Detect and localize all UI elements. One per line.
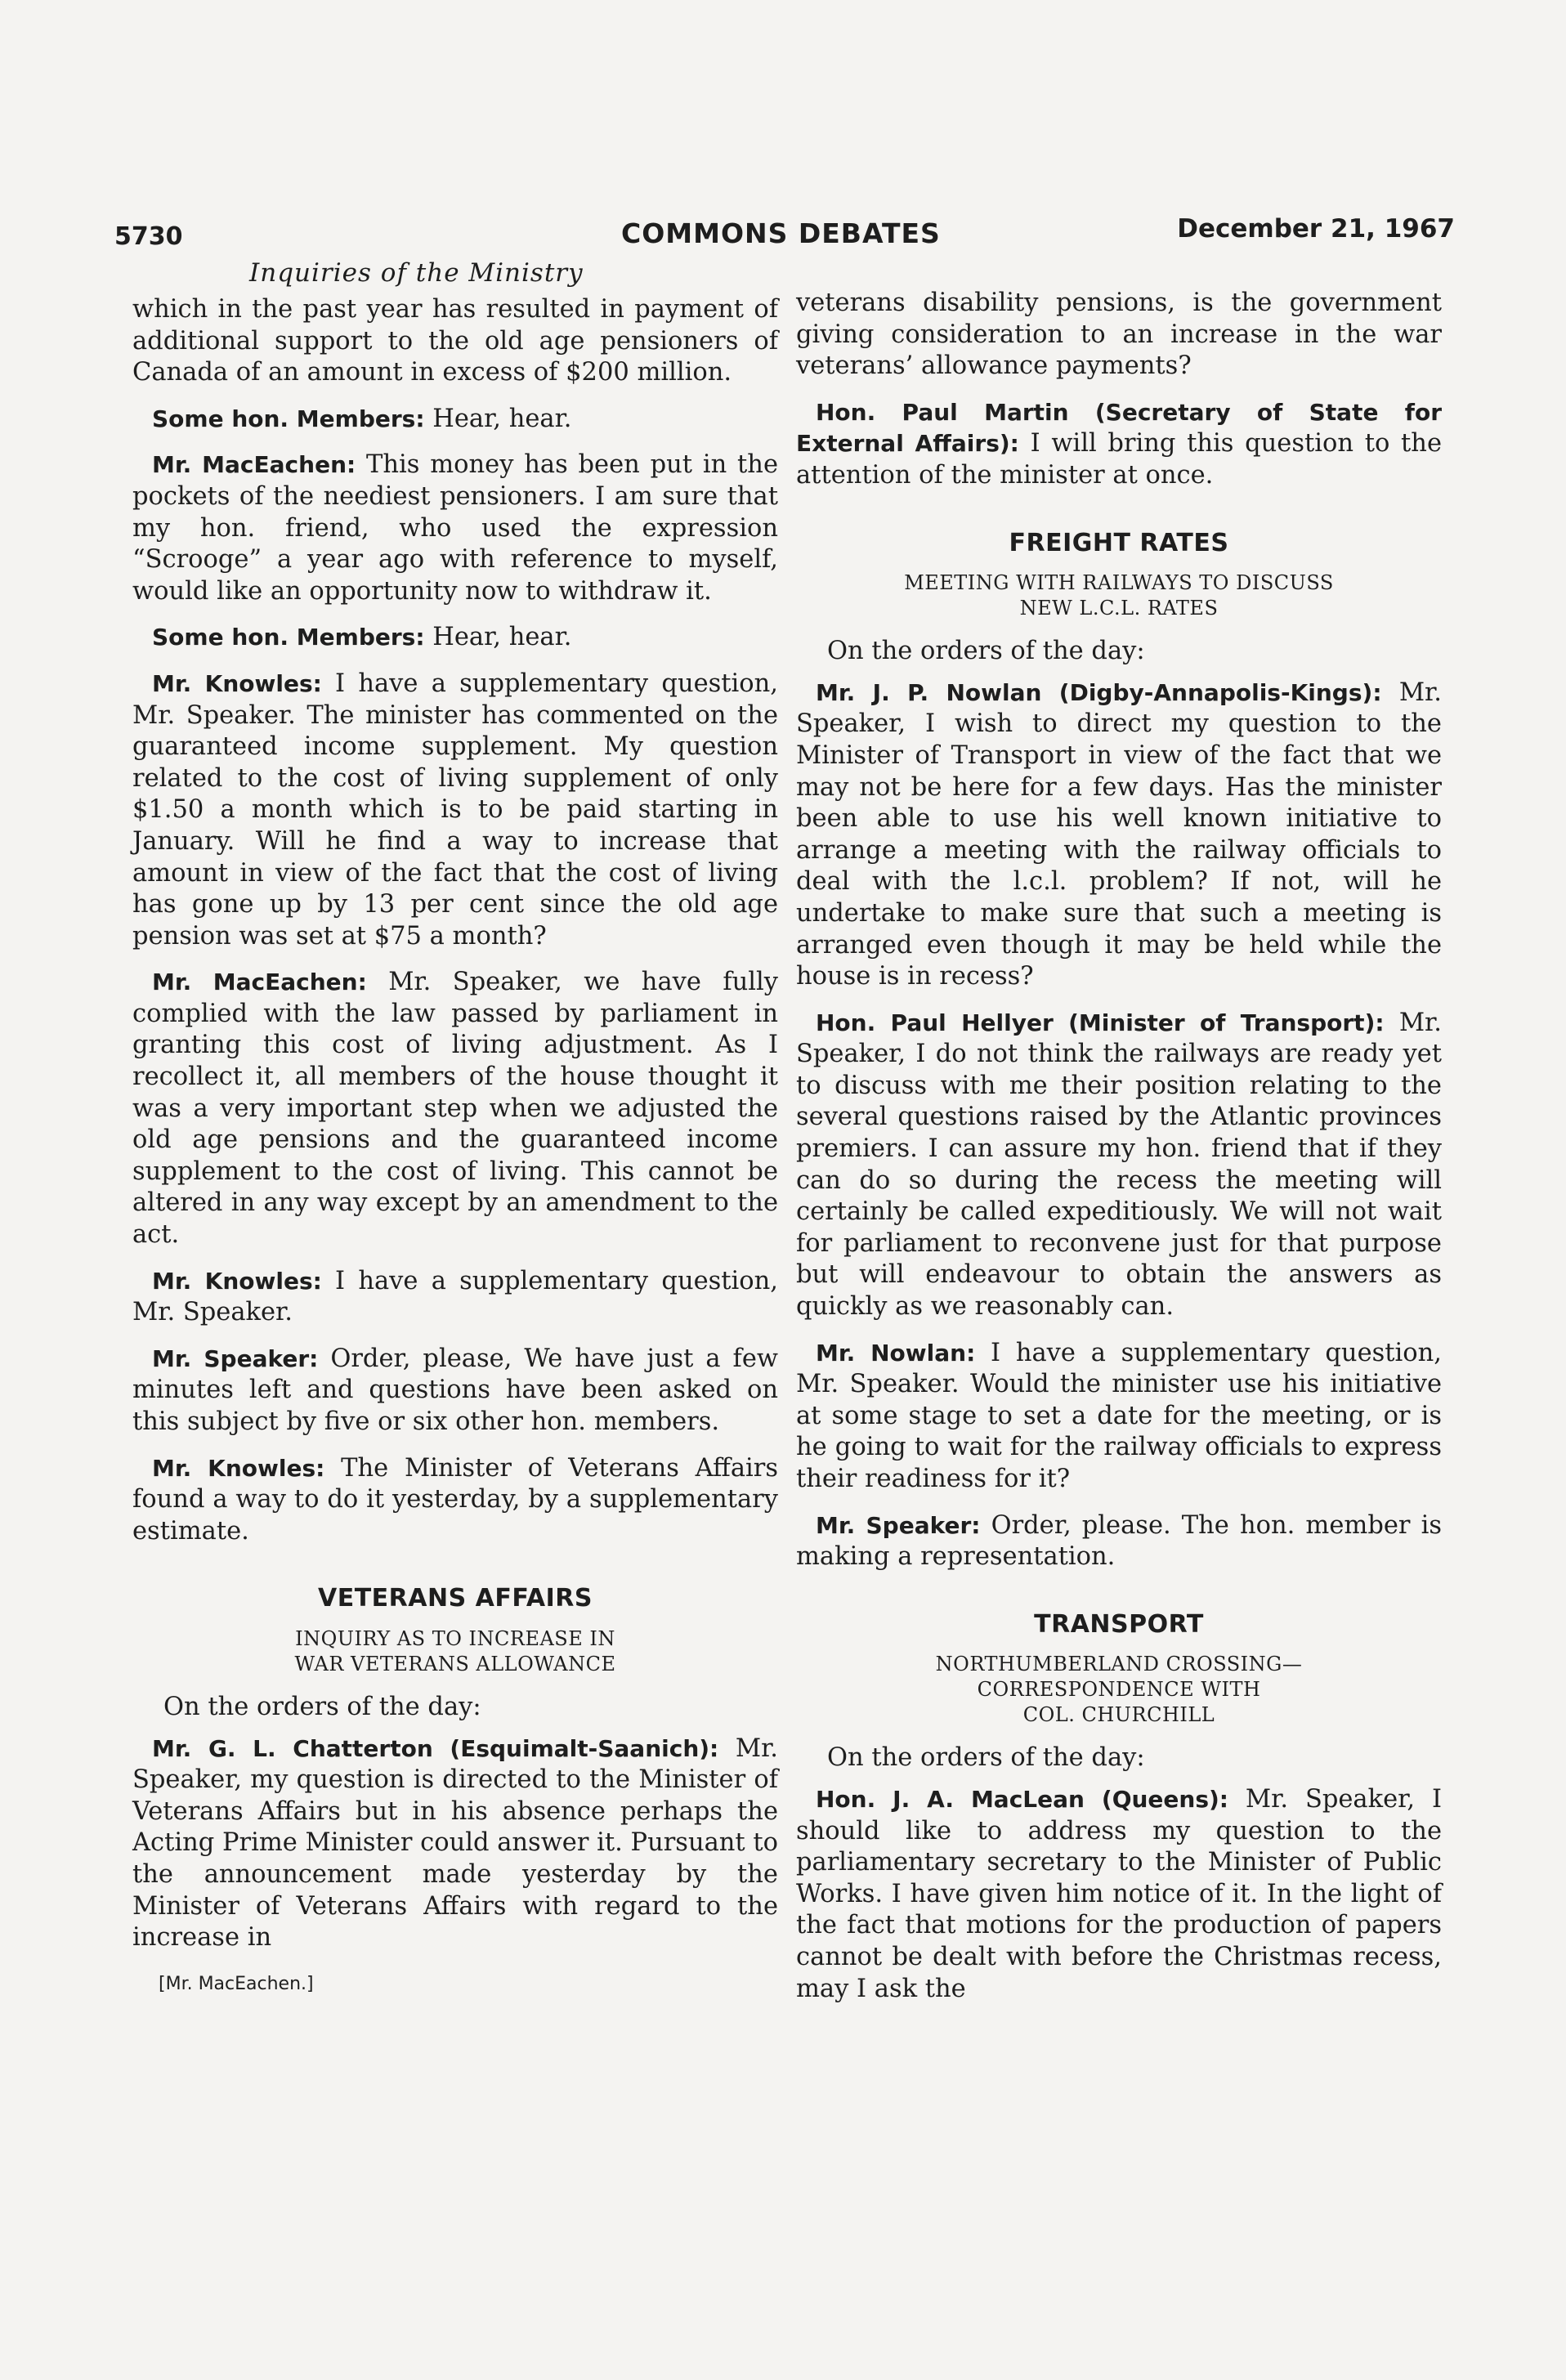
subheading-line: NORTHUMBERLAND CROSSING—	[935, 1653, 1303, 1676]
paragraph	[132, 450, 778, 607]
subheading-line: MEETING WITH RAILWAYS TO DISCUSS	[904, 571, 1334, 595]
speech-text: Order, please, We have just a few minutes left and questions have been asked on this subject by five or six other hon. members.	[132, 1344, 779, 1436]
speaker-name: Some hon. Members:	[152, 405, 425, 432]
speech-text: I have a supplementary question, Mr. Speaker.	[132, 1266, 778, 1327]
page-number: 5730	[114, 222, 183, 251]
paragraph	[796, 397, 1442, 492]
paragraph	[132, 1344, 778, 1438]
speaker-name: Mr. G. L. Chatterton (Esquimalt-Saanich):	[152, 1734, 719, 1762]
speaker-name: Mr. Knowles:	[152, 1267, 322, 1295]
paragraph	[796, 1784, 1442, 2005]
speech-text: Mr. Speaker, I should like to address my question to the parliamentary secretary to the Minister of Public Works. I have given him notice of it. In the light of the fact that motions for the production of papers cannot be dealt with before the Christmas recess, may I ask the	[796, 1784, 1442, 2003]
subheading-line: CORRESPONDENCE WITH	[977, 1678, 1261, 1702]
speaker-name: Hon. J. A. MacLean (Queens):	[816, 1785, 1229, 1813]
paragraph	[132, 967, 778, 1250]
speaker-name: Mr. J. P. Nowlan (Digby-Annapolis-Kings):	[816, 678, 1382, 706]
paragraph	[796, 1008, 1442, 1323]
section-heading: VETERANS AFFAIRS	[318, 1584, 593, 1613]
orders-of-the-day: On the orders of the day:	[827, 1743, 1145, 1773]
speaker-name: Mr. Speaker:	[816, 1511, 981, 1539]
paragraph	[796, 1510, 1442, 1573]
speaker-name: Hon. Paul Martin (Secretary of State for External Affairs):	[796, 398, 1442, 458]
paragraph	[132, 1734, 778, 1954]
paragraph: which in the past year has resulted in payment of additional support to the old age pensioners of Canada of an amount in excess of $200 million.	[132, 295, 778, 387]
speaker-name: Mr. MacEachen:	[152, 451, 356, 479]
speaker-name: Mr. Nowlan:	[816, 1339, 976, 1367]
left-column	[132, 294, 778, 2000]
speech-text: Hear, hear.	[424, 404, 572, 433]
paragraph	[796, 678, 1442, 993]
speech-text: Order, please. The hon. member is making a representation.	[796, 1510, 1442, 1572]
speech-text: Hear, hear.	[424, 623, 572, 652]
page-header	[114, 211, 1455, 252]
speech-text: I have a supplementary question, Mr. Speaker. Would the minister use his initiative at some stage to set a date for the meeting, or is he going to wait for the railway officials to express their readiness for it?	[796, 1338, 1442, 1493]
speaker-name: Mr. Speaker:	[152, 1344, 319, 1372]
speaker-name: Hon. Paul Hellyer (Minister of Transport):	[816, 1009, 1385, 1036]
speech-text: This money has been put in the pockets of the neediest pensioners. I am sure that my hon. friend, who used the expression “Scrooge” a year ago with reference to myself, would like an opportunity now to withdraw it.	[132, 450, 778, 606]
speech-text: I will bring this question to the attention of the minister at once.	[796, 429, 1443, 490]
paragraph	[132, 1266, 778, 1329]
subheading-line: INQUIRY AS TO INCREASE IN	[295, 1626, 615, 1650]
paragraph	[796, 1338, 1442, 1496]
speech-text: Mr. Speaker, we have fully complied with the law passed by parliament in granting this cost of living adjustment. As I recollect it, all members of the house thought it was a very important step when we adjusted the old age pensions and the guaranteed income supplement to the cost of living. This cannot be altered in any way except by an amendment to the act.	[132, 968, 778, 1250]
speech-text: I have a supplementary question, Mr. Speaker. The minister has commented on the guaranteed income supplement. My question related to the cost of living supplement of only $1.50 a month which is to be paid starting in January. Will he find a way to increase that amount in view of the fact that the cost of living has gone up by 13 per cent since the old age pension was set at $75 a month?	[132, 669, 778, 951]
speaker-name: Mr. MacEachen:	[152, 969, 367, 996]
publication-date: December 21, 1967	[1177, 214, 1455, 244]
speaker-name: Mr. Knowles:	[152, 1454, 325, 1482]
section-subheading	[796, 570, 1442, 621]
subheading-line: NEW L.C.L. RATES	[1019, 597, 1219, 620]
speech-text: The Minister of Veterans Affairs found a way to do it yesterday, by a supplementary estimate.	[132, 1453, 779, 1546]
orders-of-the-day: On the orders of the day:	[163, 1692, 481, 1721]
paragraph: veterans disability pensions, is the government giving consideration to an increase in the war veterans’ allowance payments?	[796, 289, 1442, 381]
speaker-name: Some hon. Members:	[152, 624, 425, 651]
speech-text: Mr. Speaker, I wish to direct my question to the Minister of Transport in view of the fact that we may not be here for a few days. Has the minister been able to use his well known initiative to arrange a meeting with the railway officials to deal with the l.c.l. problem? If not, will he undertake to make sure that such a meeting is arranged even though it may be held while the house is in recess?	[796, 678, 1442, 991]
paragraph	[132, 622, 778, 654]
publication-title: COMMONS DEBATES	[621, 217, 941, 249]
running-head: Inquiries of the Ministry	[249, 258, 584, 288]
section-heading: TRANSPORT	[1034, 1609, 1204, 1639]
speaker-name: Mr. Knowles:	[152, 669, 322, 697]
subheading-line: COL. CHURCHILL	[1022, 1703, 1215, 1727]
section-subheading	[132, 1626, 778, 1677]
paragraph	[132, 669, 778, 952]
speech-text: Mr. Speaker, I do not think the railways are ready yet to discuss with me their position relating to the several questions raised by the Atlantic provinces premiers. I can assure my hon. friend that if they can do so during the recess the meeting will certainly be called expeditiously. We will not wait for parliament to reconvene just for that purpose but will endeavour to obtain the answers as quickly as we reasonably can.	[796, 1008, 1442, 1322]
paragraph	[132, 1453, 778, 1548]
subheading-line: WAR VETERANS ALLOWANCE	[294, 1652, 616, 1675]
footer-note: [Mr. MacEachen.]	[159, 1973, 314, 1994]
section-heading: FREIGHT RATES	[1009, 528, 1229, 557]
section-subheading	[796, 1652, 1442, 1728]
orders-of-the-day: On the orders of the day:	[827, 637, 1145, 666]
right-column	[796, 288, 1442, 2020]
speech-text: Mr. Speaker, my question is directed to the Minister of Veterans Affairs but in his absence perhaps the Acting Prime Minister could answer it. Pursuant to the announcement made yesterday by the Minister of Veterans Affairs with regard to the increase in	[132, 1734, 778, 1953]
paragraph	[132, 404, 778, 436]
